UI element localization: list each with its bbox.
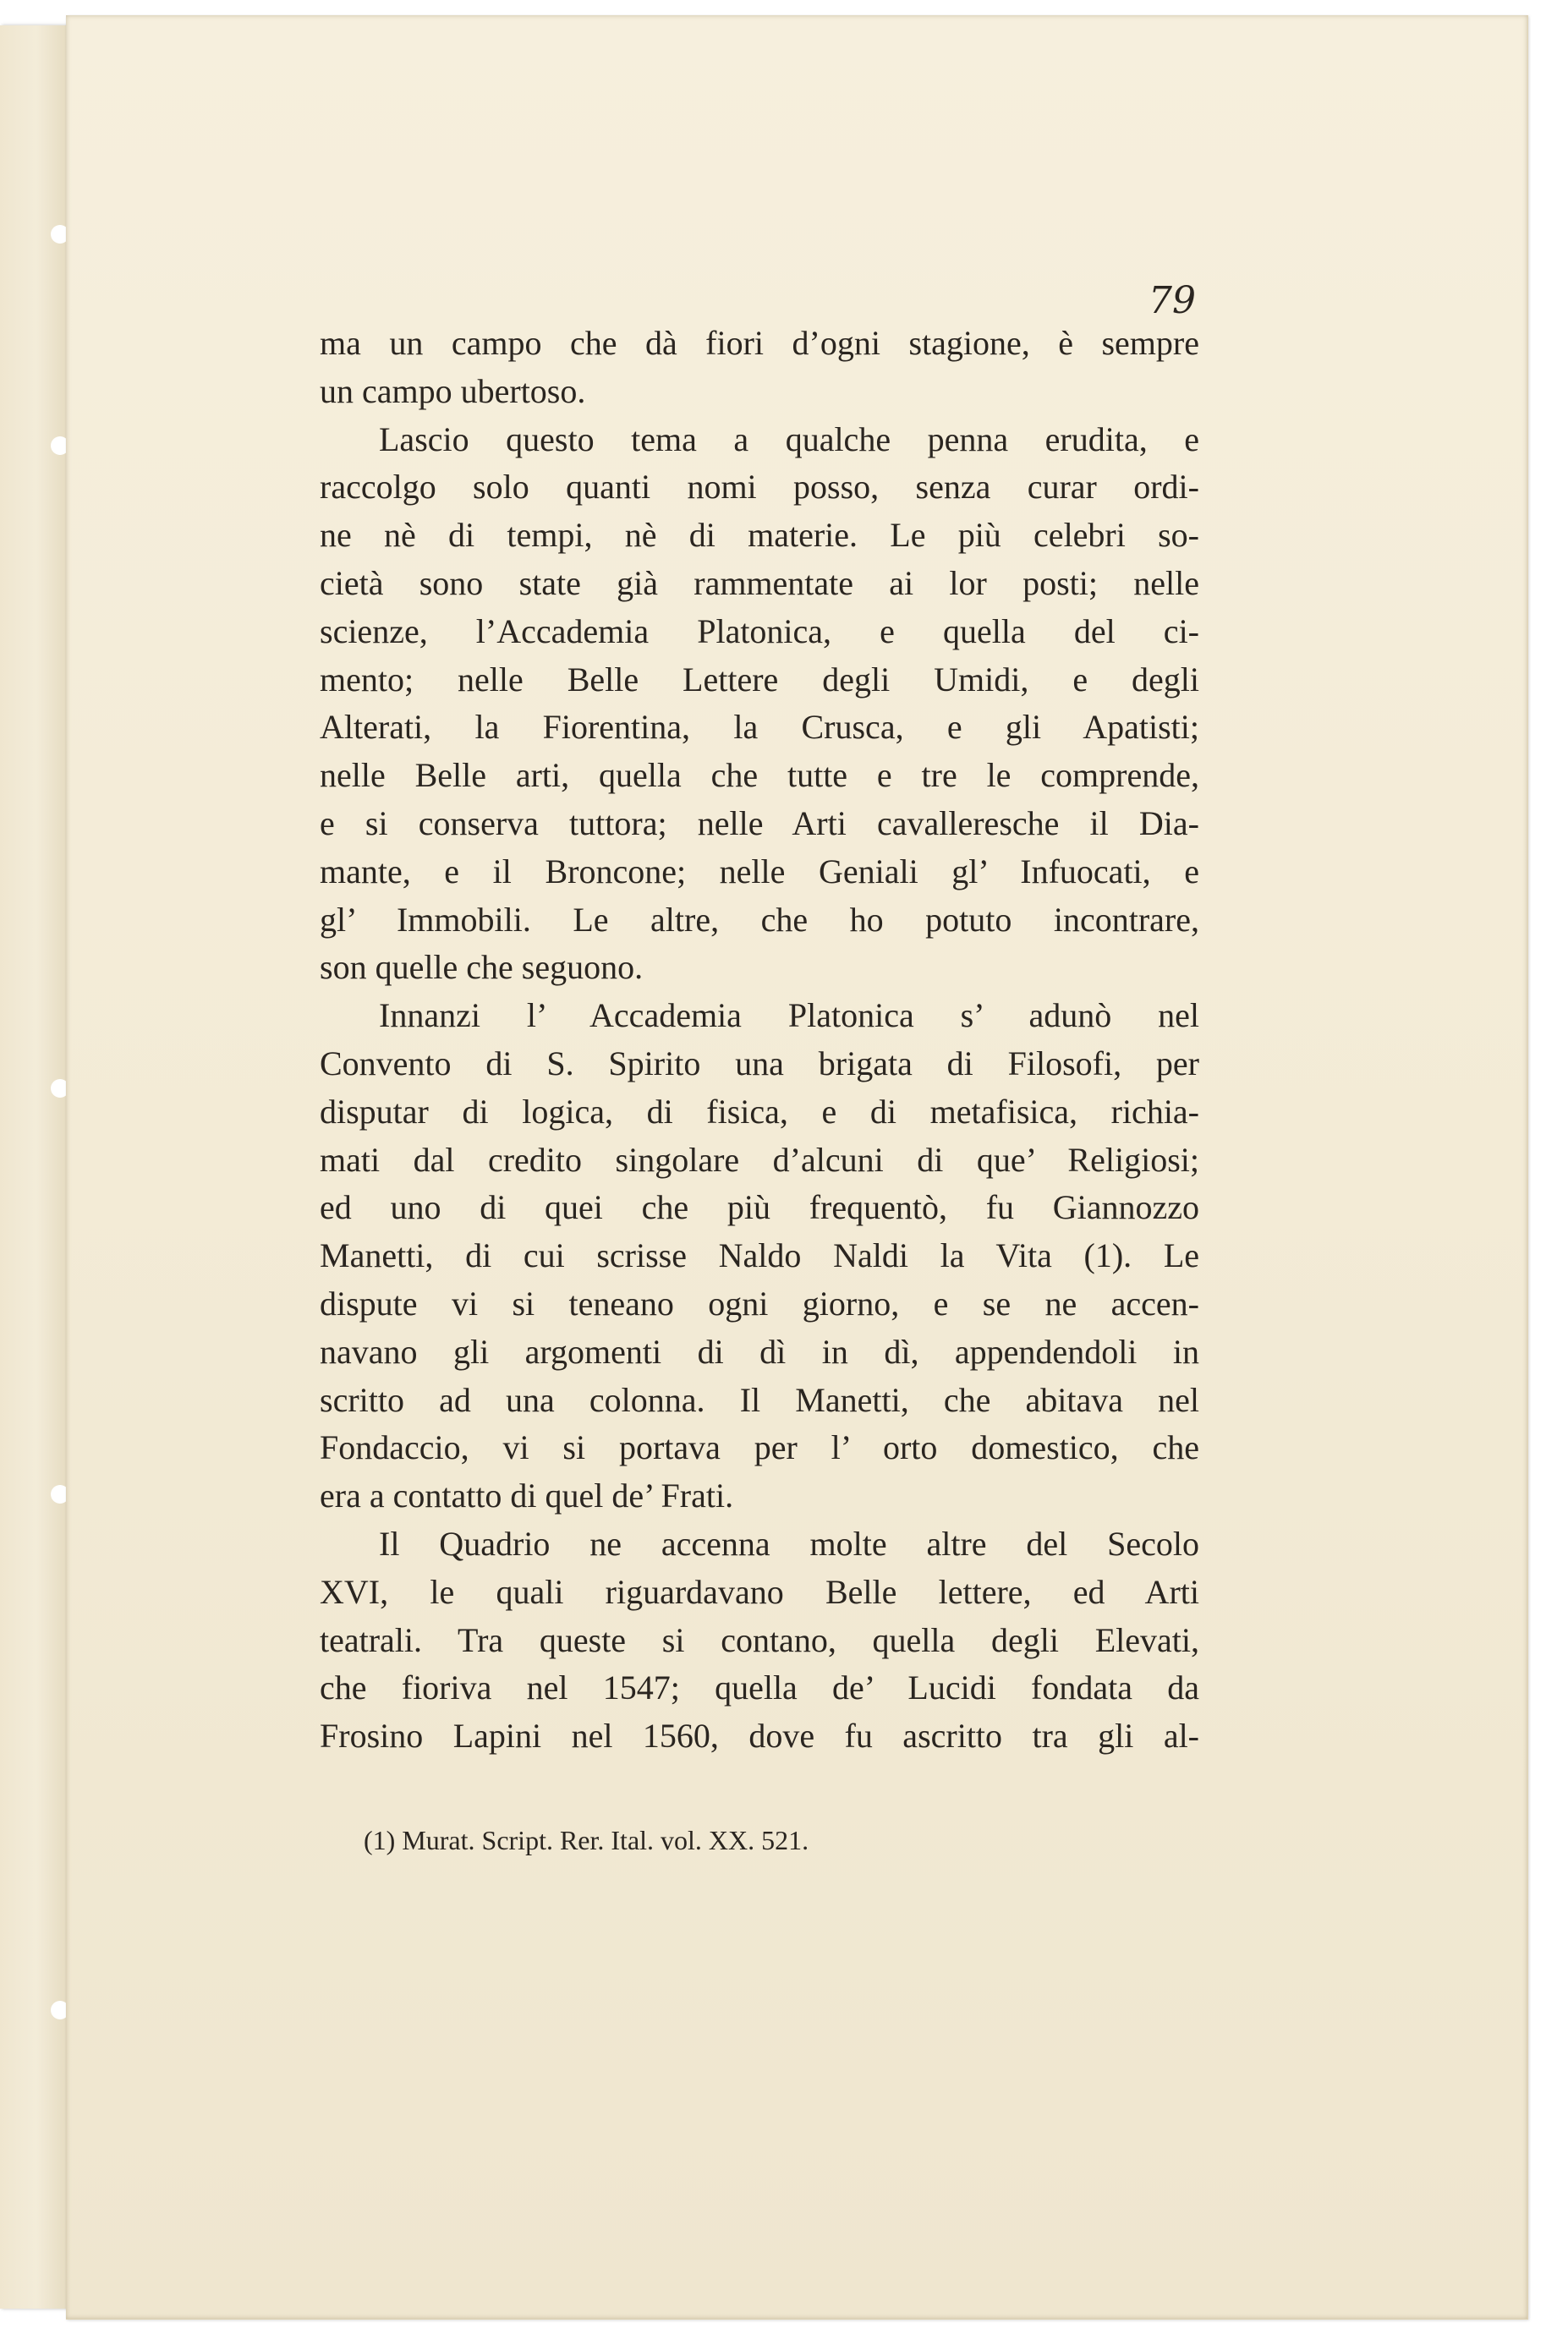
text-line: mante, e il Broncone; nelle Geniali gl’ Infuocati, e — [320, 852, 1199, 890]
text-line: ne nè di tempi, nè di materie. Le più celebri so- — [320, 516, 1199, 555]
text-line: era a contatto di quel de’ Frati. — [320, 1477, 734, 1515]
text-line: mati dal credito singolare d’alcuni di que’ Religiosi; — [320, 1140, 1199, 1179]
text-line: teatrali. Tra queste si contano, quella degli Elevati, — [320, 1620, 1199, 1659]
left-page-edge — [0, 25, 69, 2309]
text-line: gl’ Immobili. Le altre, che ho potuto incontrare, — [320, 900, 1199, 939]
text-line: Lascio questo tema a qualche penna erudita, e — [379, 419, 1199, 458]
text-line: un campo ubertoso. — [320, 371, 586, 410]
text-line: Alterati, la Fiorentina, la Crusca, e gli Apatisti; — [320, 708, 1199, 747]
text-line: Frosino Lapini nel 1560, dove fu ascritto tra gli al- — [320, 1717, 1199, 1756]
text-line: scienze, l’Accademia Platonica, e quella del ci- — [320, 611, 1199, 650]
text-line: disputar di logica, di fisica, e di metafisica, richia- — [320, 1092, 1199, 1131]
page-number: 79 — [1149, 279, 1196, 322]
text-line: nelle Belle arti, quella che tutte e tre le comprende, — [320, 756, 1199, 795]
text-line: Manetti, di cui scrisse Naldo Naldi la Vita (1). Le — [320, 1236, 1199, 1275]
text-line: scritto ad una colonna. Il Manetti, che abitava nel — [320, 1380, 1199, 1419]
text-line: navano gli argomenti di dì in dì, appendendoli in — [320, 1332, 1199, 1371]
text-line: mento; nelle Belle Lettere degli Umidi, e degli — [320, 660, 1199, 699]
footnote: (1) Murat. Script. Rer. Ital. vol. XX. 521. — [364, 1825, 809, 1855]
text-line: cietà sono state già rammentate ai lor posti; nelle — [320, 563, 1199, 602]
text-line: dispute vi si teneano ogni giorno, e se ne accen- — [320, 1284, 1199, 1323]
text-line: Convento di S. Spirito una brigata di Filosofi, per — [320, 1044, 1199, 1082]
text-line: e si conserva tuttora; nelle Arti cavalleresche il Dia- — [320, 803, 1199, 842]
body-text — [320, 320, 1199, 1761]
text-line: Fondaccio, vi si portava per l’ orto domestico, che — [320, 1428, 1199, 1467]
text-line: XVI, le quali riguardavano Belle lettere, ed Arti — [320, 1572, 1199, 1611]
text-line: ed uno di quei che più frequentò, fu Giannozzo — [320, 1188, 1199, 1227]
text-line: Il Quadrio ne accenna molte altre del Secolo — [379, 1524, 1199, 1563]
text-line: raccolgo solo quanti nomi posso, senza curar ordi- — [320, 468, 1199, 507]
text-line: ma un campo che dà fiori d’ogni stagione, è sempre — [320, 324, 1199, 362]
text-line: son quelle che seguono. — [320, 948, 644, 987]
text-line: Innanzi l’ Accademia Platonica s’ adunò nel — [379, 996, 1199, 1035]
text-line: che fioriva nel 1547; quella de’ Lucidi fondata da — [320, 1668, 1199, 1707]
